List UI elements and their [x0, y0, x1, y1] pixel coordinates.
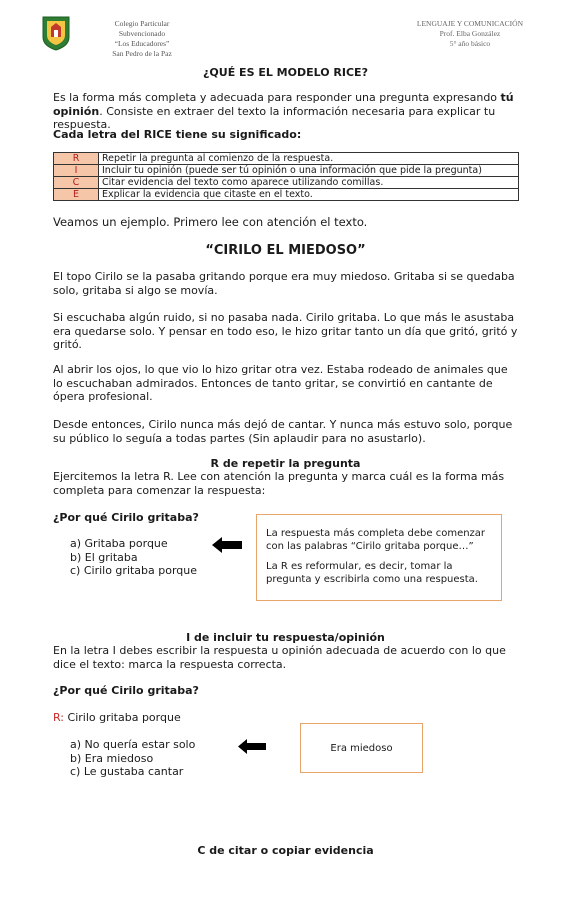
- subject-info: [417, 19, 523, 49]
- subject-line-1: LENGUAJE Y COMUNICACIÓN: [416, 19, 523, 28]
- story-paragraph-3: Al abrir los ojos, lo que vio lo hizo gritar otra vez. Estaba rodeado de animales que lo escuchaban admirados. Entonces de tanto gritar, se convirtió en cantante de ópera profesional.: [53, 363, 508, 403]
- intro-paragraph: [53, 91, 519, 132]
- rice-row: [54, 189, 519, 201]
- rice-meaning: Incluir tu opinión (puede ser tú opinión o una información que pide la pregunta): [99, 165, 519, 177]
- school-line-3: San Pedro de la Paz: [112, 49, 172, 58]
- story-paragraph-4: Desde entonces, Cirilo nunca más dejó de cantar. Y nunca más estuvo solo, porque su público lo seguía a todas partes (Sin aplaudir para no asustarlo).: [53, 418, 513, 445]
- section-i-options: [70, 738, 195, 779]
- story-paragraph-1: El topo Cirilo se la pasaba gritando porque era muy miedoso. Gritaba si se quedaba solo, gritaba si algo se movía.: [53, 270, 515, 297]
- section-c-heading: C de citar o copiar evidencia: [197, 844, 374, 857]
- section-i-heading: I de incluir tu respuesta/opinión: [186, 631, 385, 644]
- school-info: [92, 19, 192, 59]
- answer-r-label: R:: [53, 711, 65, 724]
- rice-row: [54, 177, 519, 189]
- hint-box-r: [256, 514, 502, 601]
- rice-meaning: Repetir la pregunta al comienzo de la respuesta.: [99, 153, 519, 165]
- example-intro: Veamos un ejemplo. Primero lee con atención el texto.: [53, 215, 368, 229]
- subject-line-3: 5° año básico: [449, 39, 491, 48]
- school-logo: [42, 15, 70, 51]
- section-r-instructions: Ejercitemos la letra R. Lee con atención la pregunta y marca cuál es la forma más completa para comenzar la respuesta:: [53, 470, 505, 497]
- rice-row: [54, 165, 519, 177]
- section-r-options: [70, 537, 197, 578]
- intro-text-post: . Consiste en extraer del texto la información necesaria para explicar tu respuesta.: [53, 104, 496, 131]
- section-r-question: ¿Por qué Cirilo gritaba?: [53, 511, 199, 524]
- school-line-1: Colegio Particular Subvencionado: [114, 19, 170, 38]
- option-b[interactable]: b) Era miedoso: [70, 751, 154, 765]
- rice-letter: I: [54, 165, 99, 177]
- section-i-answer-line: [53, 711, 519, 725]
- rice-letter: R: [54, 153, 99, 165]
- rice-meaning: Citar evidencia del texto como aparece utilizando comillas.: [99, 177, 519, 189]
- section-i-instructions: En la letra I debes escribir la respuesta u opinión adecuada de acuerdo con lo que dice el texto: marca la respuesta correcta.: [53, 644, 506, 671]
- rice-table: [53, 152, 519, 201]
- answer-start: Cirilo gritaba porque: [64, 711, 181, 724]
- hint-text-1: La respuesta más completa debe comenzar con las palabras “Cirilo gritaba porque…”: [266, 528, 486, 552]
- meaning-heading: Cada letra del RICE tiene su significado:: [53, 128, 302, 141]
- section-i-question: ¿Por qué Cirilo gritaba?: [53, 684, 199, 697]
- option-c[interactable]: c) Le gustaba cantar: [70, 765, 184, 778]
- hint-box-i: [300, 723, 423, 773]
- story-paragraph-2: Si escuchaba algún ruido, si no pasaba nada. Cirilo gritaba. Lo que más le asustaba era quedarse solo. Y pensar en todo eso, le hizo gritar tanto un día que gritó, gritó y gritó.: [53, 311, 518, 351]
- rice-letter: C: [54, 177, 99, 189]
- story-title: “CIRILO EL MIEDOSO”: [205, 243, 366, 258]
- subject-line-2: Prof. Elba González: [439, 29, 501, 38]
- rice-letter: E: [54, 189, 99, 201]
- rice-row: [54, 153, 519, 165]
- hint-text-2: La R es reformular, es decir, tomar la pregunta y escribirla como una respuesta.: [266, 561, 478, 585]
- intro-text-bold: tú opinión: [53, 91, 514, 118]
- hint-answer: Era miedoso: [330, 742, 393, 754]
- page-title: ¿QUÉ ES EL MODELO RICE?: [203, 66, 368, 79]
- option-c[interactable]: c) Cirilo gritaba porque: [70, 564, 198, 577]
- section-r-heading: R de repetir la pregunta: [210, 457, 361, 470]
- rice-meaning: Explicar la evidencia que citaste en el texto.: [99, 189, 519, 201]
- option-a[interactable]: a) No quería estar solo: [70, 738, 196, 751]
- option-b[interactable]: b) El gritaba: [70, 550, 138, 564]
- arrow-left-icon: [212, 537, 242, 553]
- arrow-left-icon: [238, 739, 266, 754]
- option-a[interactable]: a) Gritaba porque: [70, 537, 168, 550]
- school-line-2: “Los Educadores”: [114, 39, 170, 48]
- intro-text-pre: Es la forma más completa y adecuada para responder una pregunta expresando: [53, 91, 501, 104]
